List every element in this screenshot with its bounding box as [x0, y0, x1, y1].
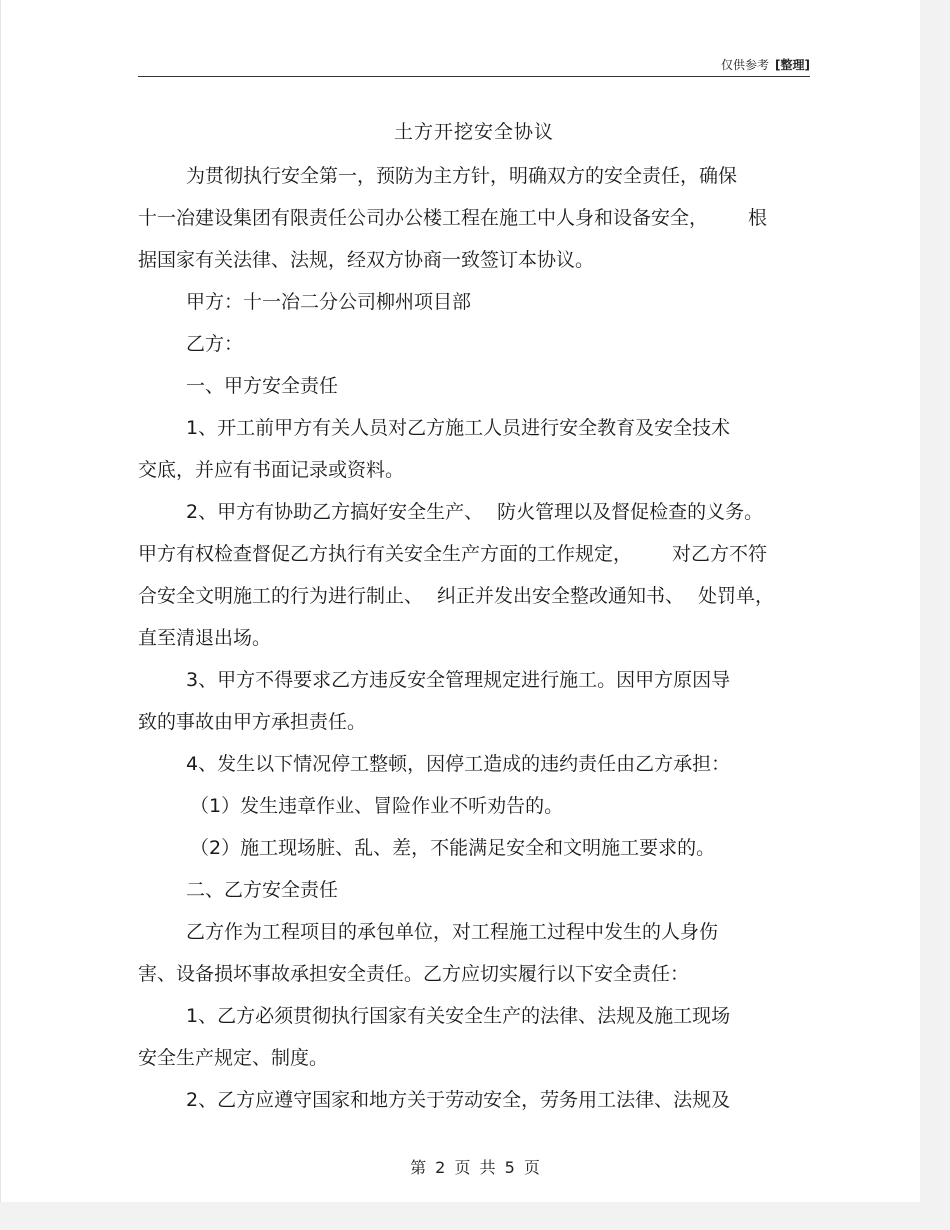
- party-b-line: 乙方：: [186, 333, 244, 355]
- text-span: 十一冶建设集团有限责任公司办公楼工程在施工中人身和设备安全，: [138, 207, 709, 229]
- text-span: 甲方有权检查督促乙方执行有关安全生产方面的工作规定，: [138, 543, 633, 565]
- paragraph-line: 害、设备损坏事故承担安全责任。乙方应切实履行以下安全责任：: [138, 963, 690, 985]
- header-note-text: 仅供参考: [721, 58, 770, 72]
- text-span: 根: [748, 207, 768, 229]
- list-item: （1）发生违章作业、冒险作业不听劝告的。: [190, 795, 564, 817]
- party-a-line: 甲方：十一冶二分公司柳州项目部: [186, 291, 472, 313]
- paragraph-line: 1、开工前甲方有关人员对乙方施工人员进行安全教育及安全技术: [186, 417, 731, 439]
- paragraph-line: 乙方作为工程项目的承包单位，对工程施工过程中发生的人身伤: [186, 921, 719, 943]
- paragraph-line: 直至清退出场。: [138, 627, 272, 649]
- list-item: （2）施工现场脏、乱、差，不能满足安全和文明施工要求的。: [190, 837, 716, 859]
- section-heading: 二、乙方安全责任: [186, 879, 339, 901]
- text-span: 对乙方不符: [672, 543, 768, 565]
- paragraph-line: [138, 575, 818, 617]
- paragraph-line: 1、乙方必须贯彻执行国家有关安全生产的法律、法规及施工现场: [186, 1005, 731, 1027]
- text-span: 防火管理以及督促检查的义务。: [497, 501, 764, 523]
- paragraph-line: 3、甲方不得要求乙方违反安全管理规定进行施工。因甲方原因导: [186, 669, 731, 691]
- text-span: 纠正并发出安全整改通知书、: [437, 585, 685, 607]
- section-heading: 一、甲方安全责任: [186, 375, 339, 397]
- header-note-bracket: [整理]: [775, 58, 810, 72]
- paragraph-line: 安全生产规定、制度。: [138, 1047, 329, 1069]
- header-note: [721, 56, 810, 73]
- text-span: 2、甲方有协助乙方搞好安全生产、: [186, 501, 484, 523]
- document-body: [138, 155, 818, 1121]
- paragraph-line: 据国家有关法律、法规，经双方协商一致签订本协议。: [138, 249, 595, 271]
- paragraph-line: 为贯彻执行安全第一，预防为主方针，明确双方的安全责任，确保: [186, 165, 738, 187]
- page-right-margin: [920, 0, 950, 1230]
- paragraph-line: [138, 197, 818, 239]
- text-span: 处罚单，: [698, 585, 775, 607]
- text-span: 合安全文明施工的行为进行制止、: [138, 585, 424, 607]
- page-bottom-margin: [0, 1202, 950, 1230]
- page-number: 第 2 页 共 5 页: [410, 1158, 540, 1177]
- paragraph-line: 交底，并应有书面记录或资料。: [138, 459, 405, 481]
- header-rule: [138, 76, 810, 77]
- paragraph-line: 4、发生以下情况停工整顿，因停工造成的违约责任由乙方承担：: [186, 753, 731, 775]
- page-left-edge: [0, 0, 1, 1230]
- paragraph-line: [138, 491, 818, 533]
- paragraph-line: 2、乙方应遵守国家和地方关于劳动安全，劳务用工法律、法规及: [186, 1089, 731, 1111]
- document-title: 土方开挖安全协议: [393, 121, 554, 143]
- paragraph-line: [138, 533, 818, 575]
- paragraph-line: 致的事故由甲方承担责任。: [138, 711, 367, 733]
